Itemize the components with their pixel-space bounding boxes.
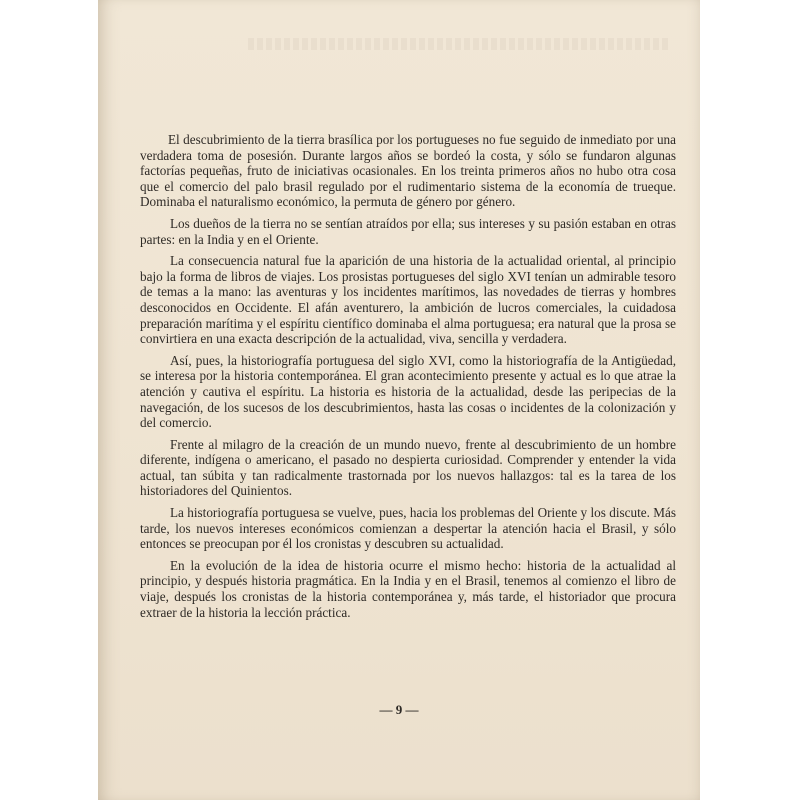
book-page [98,0,700,800]
paragraph: En la evolución de la idea de historia ocurre el mismo hecho: historia de la actualidad al principio, y después historia pragmática. En la India y en el Brasil, tenemos al comienzo el libro de viaje, después los cronistas de la historia contemporánea y, más tarde, el historiador que procura extraer de la historia la lección práctica. [140,557,676,620]
paragraph: El descubrimiento de la tierra brasílica por los portugueses no fue seguido de inmediato por una verdadera toma de posesión. Durante largos años se bordeó la costa, y sólo se fundaron algunas factorías pequeñas, fruto de iniciativas ocasionales. En los treinta primeros años no hubo otra cosa que el comercio del palo brasil regulado por el rudimentario sistema de la economía de trueque. Dominaba el naturalismo económico, la permuta de género por género. [140,132,676,210]
show-through-text [248,38,668,50]
paragraph: La consecuencia natural fue la aparición de una historia de la actualidad oriental, al principio bajo la forma de libros de viajes. Los prosistas portugueses del siglo XVI tenían un admirable tesoro de temas a la mano: las aventuras y los incidentes marítimos, las novedades de tierras y hombres desconocidos en Occidente. El afán aventurero, la ambición de lucros comerciales, la cuidadosa preparación marítima y el espíritu científico dominaba el alma portuguesa; era natural que la prosa se convirtiera en una exacta descripción de la actualidad, viva, sencilla y verdadera. [140,253,676,347]
paragraph: Los dueños de la tierra no se sentían atraídos por ella; sus intereses y su pasión estaban en otras partes: en la India y en el Oriente. [140,215,676,247]
page-number: — 9 — [379,702,419,717]
paragraph: La historiografía portuguesa se vuelve, pues, hacia los problemas del Oriente y los discute. Más tarde, los nuevos intereses económicos comienzan a despertar la atención hacia el Brasil, y sólo entonces se preocupan por él los cronistas y descubren su actualidad. [140,505,676,552]
paragraph: Frente al milagro de la creación de un mundo nuevo, frente al descubrimiento de un hombre diferente, indígena o americano, el pasado no despierta curiosidad. Comprender y entender la vida actual, tan súbita y tan radicalmente trastornada por los nuevos hallazgos: tal es la tarea de los historiadores del Quinientos. [140,436,676,499]
paragraph: Así, pues, la historiografía portuguesa del siglo XVI, como la historiografía de la Antigüedad, se interesa por la historia contemporánea. El gran acontecimiento presente y actual es lo que atrae la atención y cautiva el espíritu. La historia es historia de la actualidad, desde las peripecias de la navegación, de los sucesos de los descubrimientos, hasta las cosas o incidentes de la colonización y del comercio. [140,352,676,431]
body-text [140,132,676,626]
